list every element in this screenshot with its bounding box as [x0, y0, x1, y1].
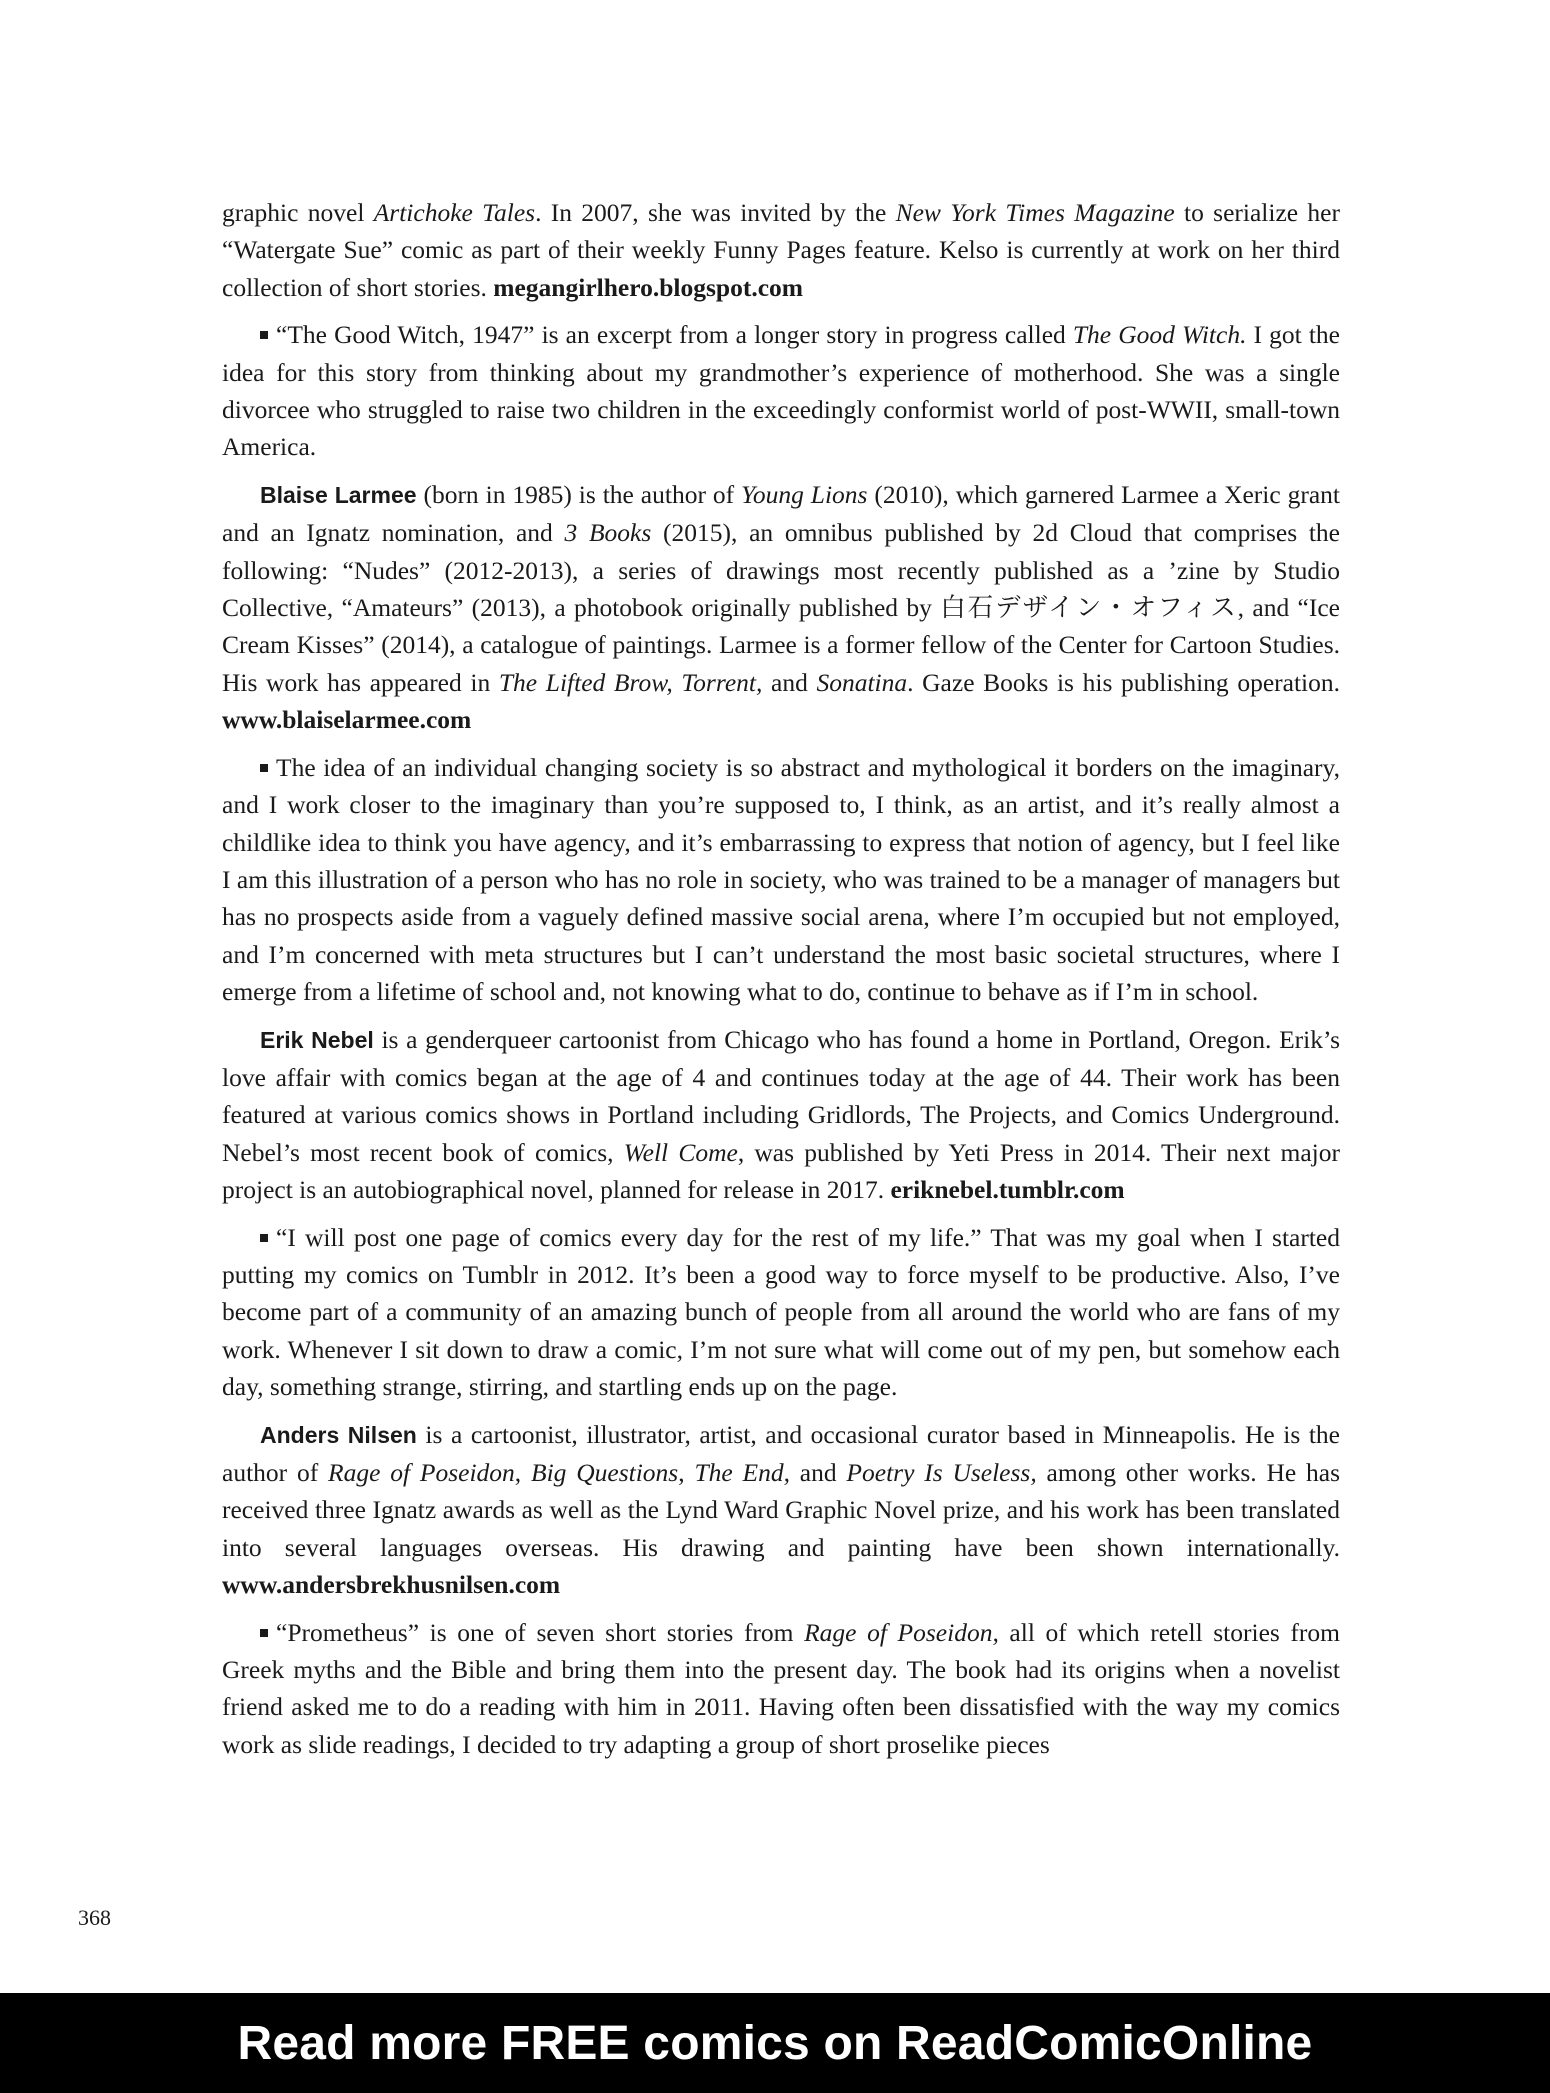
italic-title: Artichoke Tales [373, 198, 536, 227]
italic-title: The End, [694, 1458, 790, 1487]
contributor-name: Erik Nebel [260, 1026, 374, 1053]
paragraph-nebel-statement [222, 1219, 1340, 1406]
body-text: among other works. He has received three Ignatz awards as well as the Lynd Ward Graphic Novel prize, and his work has been translated into several languages overseas. His drawing and painting have been shown internationally. [222, 1458, 1341, 1562]
page-body [222, 194, 1340, 1773]
body-text: to serialize her “Watergate Sue” comic as part of their weekly Funny Pages feature. Kelso is currently at work on her third collection of short stories. [222, 198, 1340, 302]
italic-title: New York Times Magazine [895, 198, 1175, 227]
paragraph-nilsen-bio [222, 1416, 1340, 1604]
paragraph-nilsen-statement [222, 1614, 1340, 1764]
italic-title: Young Lions [741, 479, 868, 509]
body-text: “The Good Witch, 1947” is an excerpt from a longer story in progress called [276, 320, 1073, 350]
body-text: , was published by Yeti Press in 2014. Their next major project is an autobiographical novel, planned for release in 2017. [222, 1137, 1340, 1205]
body-text: . In 2007, she was invited by the [535, 198, 896, 227]
body-text: , [514, 1458, 531, 1487]
body-text: is a genderqueer cartoonist from Chicago who has found a home in Portland, Oregon. Erik’s love affair with comics began at the age of 4 and continues today at the age of 44. Their work has been featured at various comics shows in Portland including Gridlords, The Projects, and Comics Underground. Nebel’s most recent book of comics, [222, 1024, 1341, 1167]
body-text: The idea of an individual changing society is so abstract and mythological it borders on the imaginary, and I work closer to the imaginary than you’re supposed to, I think, as an artist, and it’s really almost a childlike idea to think you have agency, and it’s embarrassing to express that notion of agency, but I feel like I am this illustration of a person who has no role in society, who was trained to be a manager of managers but has no prospects aside from a vaguely defined massive social arena, where I’m occupied but not employed, and I’m concerned with meta structures but I can’t understand the most basic societal structures, where I emerge from a lifetime of school and, not knowing what to do, continue to behave as if I’m in school. [222, 752, 1340, 1007]
body-text: is a cartoonist, illustrator, artist, and occasional curator based in Minneapolis. He is the author of [222, 1419, 1340, 1487]
bullet-icon [260, 1234, 268, 1242]
body-text: (2015), an omnibus published by 2d Cloud that comprises the following: “Nudes” (2012-2013), a series of drawings most recently published as a ’zine by Studio Collective, “Amateurs” (2013), a photobook originally published by 白石デザイン・オフィス, and “Ice Cream Kisses” (2014), a catalogue of paintings. Larmee is a former fellow of the Center for Cartoon Studies. His work has appeared in [222, 518, 1340, 697]
body-text: , [678, 1458, 695, 1487]
website-link[interactable]: eriknebel.tumblr.com [890, 1175, 1125, 1205]
italic-title: Sonatina [816, 667, 908, 697]
contributor-name: Blaise Larmee [260, 481, 417, 508]
paragraph-kelso-bio-end [222, 194, 1340, 306]
body-text: all of which retell stories from Greek myths and the Bible and bring them into the present day. The book had its origins when a novelist friend asked me to do a reading with him in 2011. Having often been dissatisfied with the way my comics work as slide readings, I decided to try adapting a group of short proselike pieces [222, 1617, 1340, 1759]
paragraph-larmee-statement [222, 749, 1340, 1011]
italic-title: Rage of Poseidon, [804, 1617, 999, 1647]
website-link[interactable]: www.blaiselarmee.com [222, 705, 472, 735]
italic-title: Well Come [623, 1137, 738, 1167]
bullet-icon [260, 1629, 268, 1637]
website-link[interactable]: megangirlhero.blogspot.com [493, 272, 804, 302]
body-text: “Prometheus” is one of seven short stories from [276, 1617, 805, 1647]
body-text: and [762, 667, 817, 697]
bullet-icon [260, 764, 268, 772]
italic-title: The Good Witch. [1072, 320, 1247, 350]
body-text: graphic novel [222, 198, 374, 227]
bullet-icon [260, 331, 268, 339]
italic-title: Poetry Is Useless, [846, 1458, 1037, 1487]
page-number: 368 [78, 1905, 111, 1930]
italic-title: 3 Books [564, 518, 652, 548]
italic-title: Big Questions [531, 1458, 679, 1487]
paragraph-kelso-statement [222, 316, 1340, 466]
body-text: . Gaze Books is his publishing operation. [907, 667, 1340, 697]
body-text: I got the idea for this story from thinking about my grandmother’s experience of motherhood. She was a single divorcee who struggled to raise two children in the exceedingly conformist world of post-WWII, small-town America. [222, 320, 1340, 462]
body-text: “I will post one page of comics every day for the rest of my life.” That was my goal when I started putting my comics on Tumblr in 2012. It’s been a good way to force myself to be productive. Also, I’ve become part of a community of an amazing bunch of people from all around the world who are fans of my work. Whenever I sit down to draw a comic, I’m not sure what will come out of my pen, but somehow each day, something strange, stirring, and startling ends up on the page. [222, 1222, 1340, 1402]
promo-banner-text[interactable]: Read more FREE comics on ReadComicOnline [237, 2016, 1313, 2070]
italic-title: Rage of Poseidon [328, 1458, 515, 1487]
body-text: (born in 1985) is the author of [416, 479, 742, 509]
paragraph-nebel-bio [222, 1021, 1340, 1209]
promo-banner[interactable] [0, 1993, 1550, 2093]
italic-title: The Lifted Brow, Torrent, [498, 667, 763, 697]
body-text: and [789, 1458, 847, 1487]
website-link[interactable]: www.andersbrekhusnilsen.com [222, 1570, 561, 1600]
paragraph-larmee-bio [222, 476, 1340, 739]
contributor-name: Anders Nilsen [260, 1421, 417, 1448]
body-text: (2010), which garnered Larmee a Xeric grant and an Ignatz nomination, and [222, 479, 1341, 548]
